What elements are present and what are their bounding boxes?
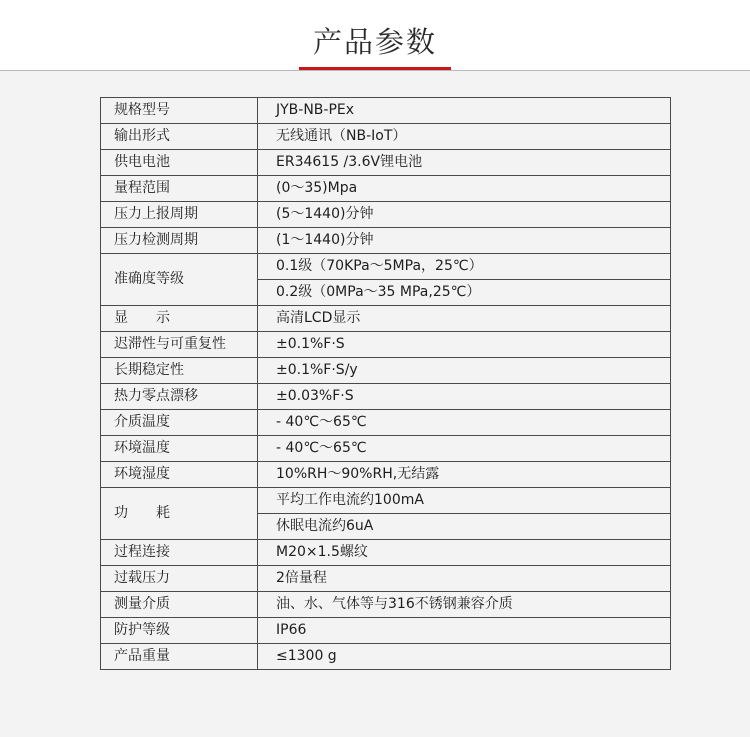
spec-value: 高清LCD显示 [258,306,671,332]
table-row [101,618,671,644]
spec-label: 环境湿度 [101,462,258,488]
page-title: 产品参数 [312,25,437,59]
spec-value: (0～35)Mpa [258,176,671,202]
table-row [101,436,671,462]
spec-label: 压力上报周期 [101,202,258,228]
spec-value: ≤1300 g [258,644,671,670]
spec-value: IP66 [258,618,671,644]
spec-value: 平均工作电流约100mA [258,488,671,514]
spec-label: 供电电池 [101,150,258,176]
spec-label: 防护等级 [101,618,258,644]
spec-label: 过载压力 [101,566,258,592]
spec-value: (5～1440)分钟 [258,202,671,228]
spec-value: - 40℃～65℃ [258,410,671,436]
spec-value: JYB-NB-PEx [258,98,671,124]
spec-value: 休眠电流约6uA [258,514,671,540]
title-underline [299,67,451,70]
spec-value: ±0.1%F·S/y [258,358,671,384]
spec-label: 压力检测周期 [101,228,258,254]
spec-label: 热力零点漂移 [101,384,258,410]
table-row [101,488,671,514]
spec-value: ER34615 /3.6V锂电池 [258,150,671,176]
spec-value: 0.2级（0MPa～35 MPa,25℃） [258,280,671,306]
table-row [101,306,671,332]
spec-label: 环境温度 [101,436,258,462]
spec-label: 长期稳定性 [101,358,258,384]
table-row [101,540,671,566]
spec-label: 测量介质 [101,592,258,618]
table-row [101,176,671,202]
spec-label: 规格型号 [101,98,258,124]
spec-label: 输出形式 [101,124,258,150]
table-row [101,566,671,592]
spec-table [100,97,671,670]
spec-value: 10%RH～90%RH,无结露 [258,462,671,488]
table-row [101,202,671,228]
spec-value: M20×1.5螺纹 [258,540,671,566]
table-row [101,228,671,254]
spec-value: ±0.03%F·S [258,384,671,410]
table-row [101,592,671,618]
spec-value: 无线通讯（NB-IoT） [258,124,671,150]
page-header [0,0,750,71]
table-row [101,644,671,670]
spec-value: 0.1级（70KPa～5MPa，25℃） [258,254,671,280]
spec-label: 量程范围 [101,176,258,202]
table-row [101,254,671,280]
spec-label: 功 耗 [101,488,258,540]
table-row [101,462,671,488]
spec-label: 迟滞性与可重复性 [101,332,258,358]
table-row [101,410,671,436]
spec-value: ±0.1%F·S [258,332,671,358]
spec-value: 2倍量程 [258,566,671,592]
spec-value: (1～1440)分钟 [258,228,671,254]
table-row [101,124,671,150]
spec-label: 过程连接 [101,540,258,566]
spec-label: 产品重量 [101,644,258,670]
table-row [101,384,671,410]
table-row [101,358,671,384]
table-row [101,98,671,124]
spec-label: 准确度等级 [101,254,258,306]
spec-label: 介质温度 [101,410,258,436]
spec-value: - 40℃～65℃ [258,436,671,462]
table-row [101,150,671,176]
spec-value: 油、水、气体等与316不锈钢兼容介质 [258,592,671,618]
spec-label: 显 示 [101,306,258,332]
table-row [101,332,671,358]
